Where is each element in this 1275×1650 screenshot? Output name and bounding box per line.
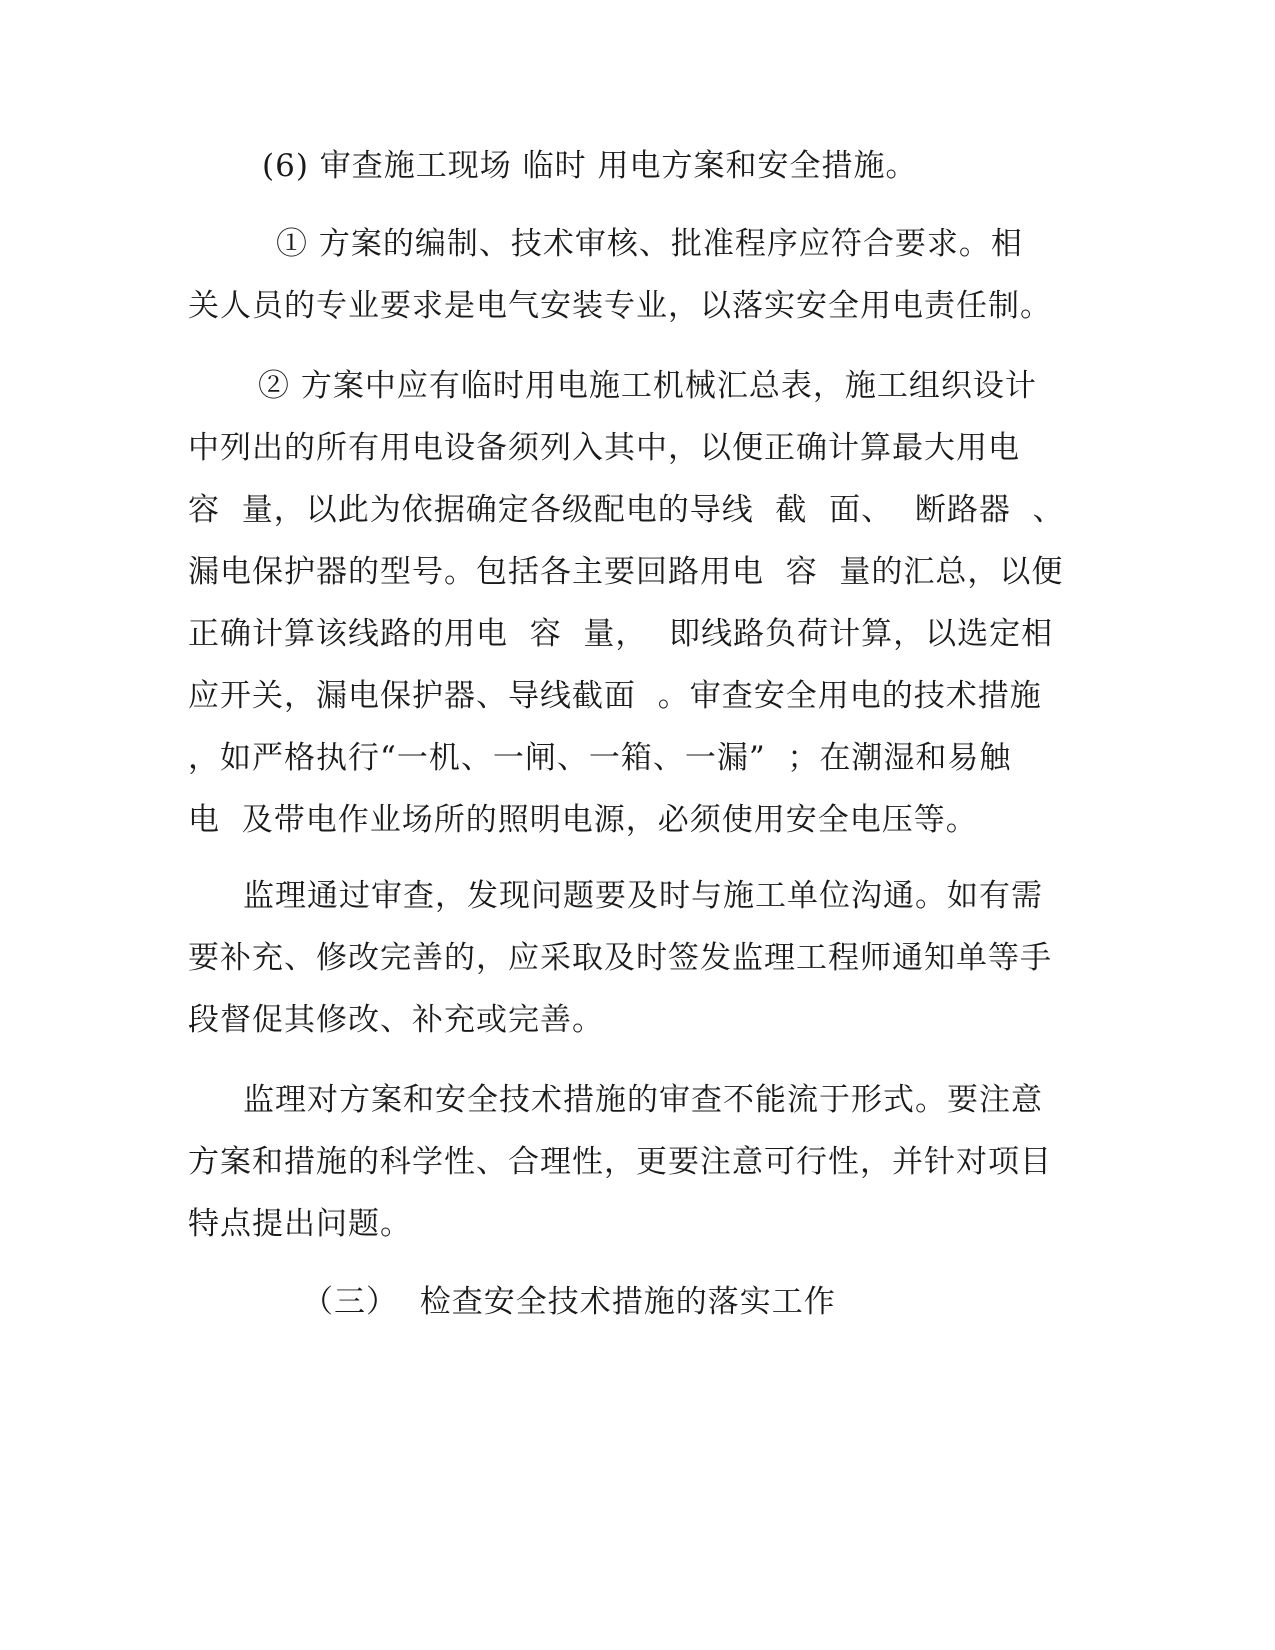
review-para-line-2: 要补充、修改完善的，应采取及时签发监理工程师通知单等手 [188, 940, 1052, 976]
item-2-line-4: 漏电保护器的型号。包括各主要回路用电 容 量的汇总，以便 [188, 554, 1064, 590]
review-para-line-3: 段督促其修改、补充或完善。 [188, 1002, 604, 1038]
item-2-line-3: 容 量，以此为依据确定各级配电的导线 截 面、 断路器 、 [188, 492, 1065, 528]
substance-para-line-2: 方案和措施的科学性、合理性，更要注意可行性，并针对项目 [188, 1144, 1052, 1180]
review-para-line-1: 监理通过审查，发现问题要及时与施工单位沟通。如有需 [243, 878, 1043, 914]
section-heading-3: （三） 检查安全技术措施的落实工作 [302, 1284, 836, 1320]
item-2-line-8: 电 及带电作业场所的照明电源，必须使用安全电压等。 [188, 802, 978, 838]
item-2-line-2: 中列出的所有用电设备须列入其中，以便正确计算最大用电 [188, 430, 1020, 466]
item-2-line-1: ② 方案中应有临时用电施工机械汇总表，施工组织设计 [258, 368, 1037, 404]
item-2-line-7: ，如严格执行“一机、一闸、一箱、一漏” ；在潮湿和易触 [188, 740, 1012, 776]
item-2-line-5: 正确计算该线路的用电 容 量， 即线路负荷计算，以选定相 [188, 616, 1054, 652]
substance-para-line-1: 监理对方案和安全技术措施的审查不能流于形式。要注意 [243, 1082, 1043, 1118]
item-1-line-2: 关人员的专业要求是电气安装专业，以落实安全用电责任制。 [188, 288, 1052, 324]
section-heading-6: (6) 审查施工现场 临时 用电方案和安全措施。 [262, 148, 918, 184]
substance-para-line-3: 特点提出问题。 [188, 1206, 412, 1242]
item-1-line-1: ① 方案的编制、技术审核、批准程序应符合要求。相 [276, 226, 1023, 262]
item-2-line-6: 应开关，漏电保护器、导线截面 。审查安全用电的技术措施 [188, 678, 1042, 714]
